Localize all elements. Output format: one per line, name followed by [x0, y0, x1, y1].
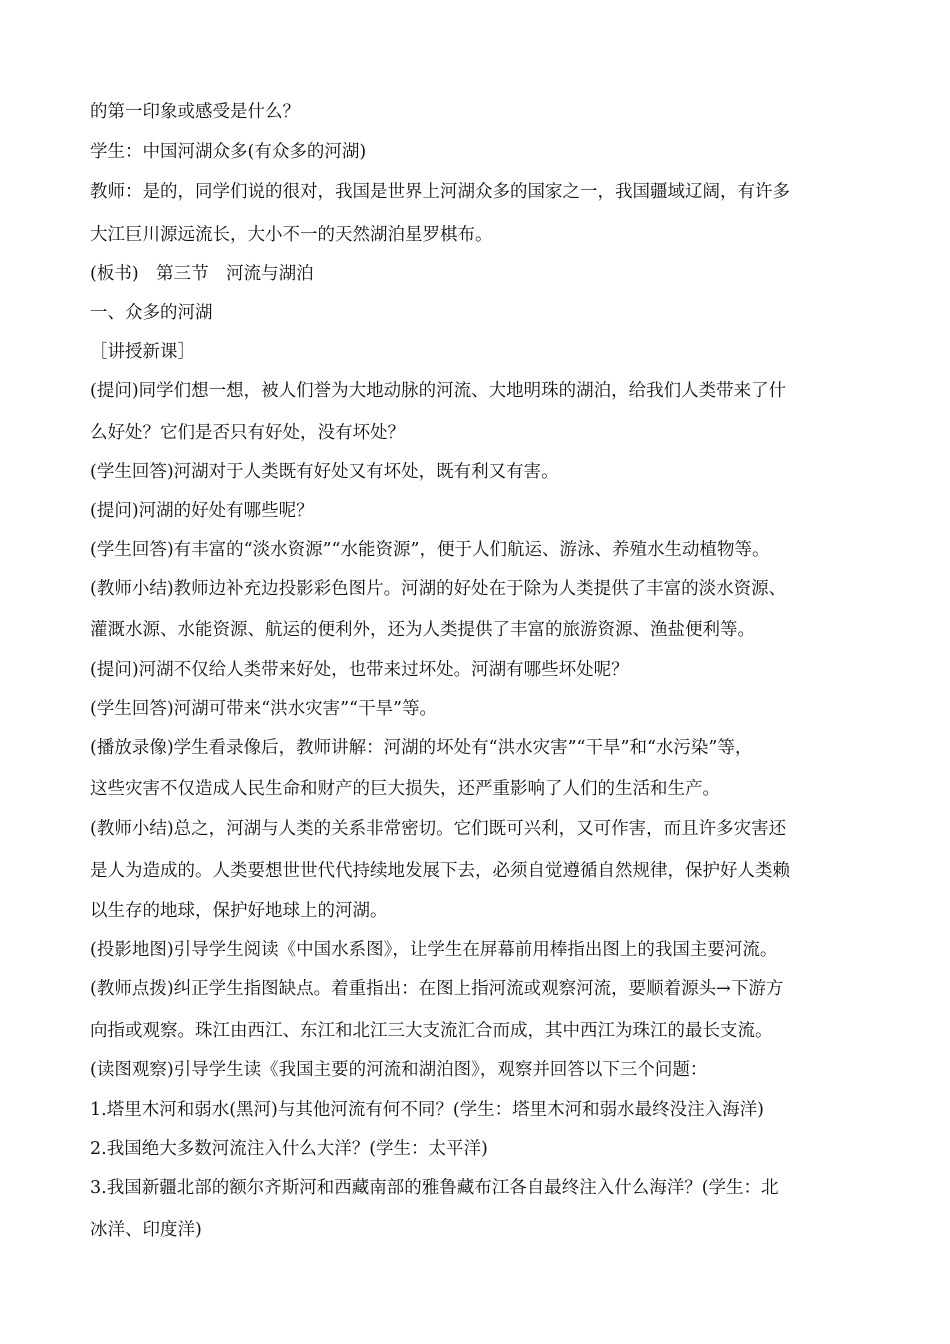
text-line-9: 么好处？它们是否只有好处，没有坏处？ — [90, 423, 405, 443]
text-line-3: 教师：是的，同学们说的很对，我国是世界上河湖众多的国家之一，我国疆域辽阔，有许多 — [90, 182, 790, 202]
text-line-25: (读图观察)引导学生读《我国主要的河流和湖泊图》，观察并回答以下三个问题： — [90, 1060, 708, 1080]
text-line-12: (学生回答)有丰富的“淡水资源”“水能资源”，便于人们航运、游泳、养殖水生动植物等。 — [90, 540, 770, 560]
text-line-18: 这些灾害不仅造成人民生命和财产的巨大损失，还严重影响了人们的生活和生产。 — [90, 779, 720, 799]
text-line-22: (投影地图)引导学生阅读《中国水系图》，让学生在屏幕前用棒指出图上的我国主要河流。 — [90, 940, 778, 960]
text-line-11: (提问)河湖的好处有哪些呢？ — [90, 501, 314, 521]
text-line-13: (教师小结)教师边补充边投影彩色图片。河湖的好处在于除为人类提供了丰富的淡水资源、 — [90, 579, 787, 599]
text-line-4: 大江巨川源远流长，大小不一的天然湖泊星罗棋布。 — [90, 225, 493, 245]
text-line-21: 以生存的地球，保护好地球上的河湖。 — [90, 901, 388, 921]
subsection-heading: 一、众多的河湖 — [90, 303, 213, 323]
text-line-10: (学生回答)河湖对于人类既有好处又有坏处，既有利又有害。 — [90, 462, 559, 482]
text-line-14: 灌溉水源、水能资源、航运的便利外，还为人类提供了丰富的旅游资源、渔盐便利等。 — [90, 620, 755, 640]
text-line-8: (提问)同学们想一想，被人们誉为大地动脉的河流、大地明珠的湖泊，给我们人类带来了什 — [90, 381, 787, 401]
text-line-1: 的第一印象或感受是什么？ — [90, 102, 300, 122]
question-3: 3.我国新疆北部的额尔齐斯河和西藏南部的雅鲁藏布江各自最终注入什么海洋？(学生：北 — [90, 1178, 779, 1198]
text-line-19: (教师小结)总之，河湖与人类的关系非常密切。它们既可兴利，又可作害，而且许多灾害还 — [90, 819, 787, 839]
text-line-23: (教师点拨)纠正学生指图缺点。着重指出：在图上指河流或观察河流，要顺着源头→下游方 — [90, 979, 784, 999]
text-line-17: (播放录像)学生看录像后，教师讲解：河湖的坏处有“洪水灾害”“干旱”和“水污染”等， — [90, 738, 753, 758]
question-1: 1.塔里木河和弱水(黑河)与其他河流有何不同？(学生：塔里木河和弱水最终没注入海洋) — [90, 1100, 765, 1120]
text-line-24: 向指或观察。珠江由西江、东江和北江三大支流汇合而成，其中西江为珠江的最长支流。 — [90, 1021, 773, 1041]
text-line-7: ［讲授新课］ — [90, 342, 195, 362]
question-3-continued: 冰洋、印度洋) — [90, 1220, 202, 1240]
text-line-15: (提问)河湖不仅给人类带来好处，也带来过坏处。河湖有哪些坏处呢？ — [90, 660, 629, 680]
question-2: 2.我国绝大多数河流注入什么大洋？(学生：太平洋) — [90, 1139, 488, 1159]
section-heading: (板书) 第三节 河流与湖泊 — [90, 264, 314, 284]
text-line-2: 学生：中国河湖众多(有众多的河湖) — [90, 142, 367, 162]
text-line-16: (学生回答)河湖可带来“洪水灾害”“干旱”等。 — [90, 699, 437, 719]
text-line-20: 是人为造成的。人类要想世世代代持续地发展下去，必须自觉遵循自然规律，保护好人类赖 — [90, 861, 790, 881]
